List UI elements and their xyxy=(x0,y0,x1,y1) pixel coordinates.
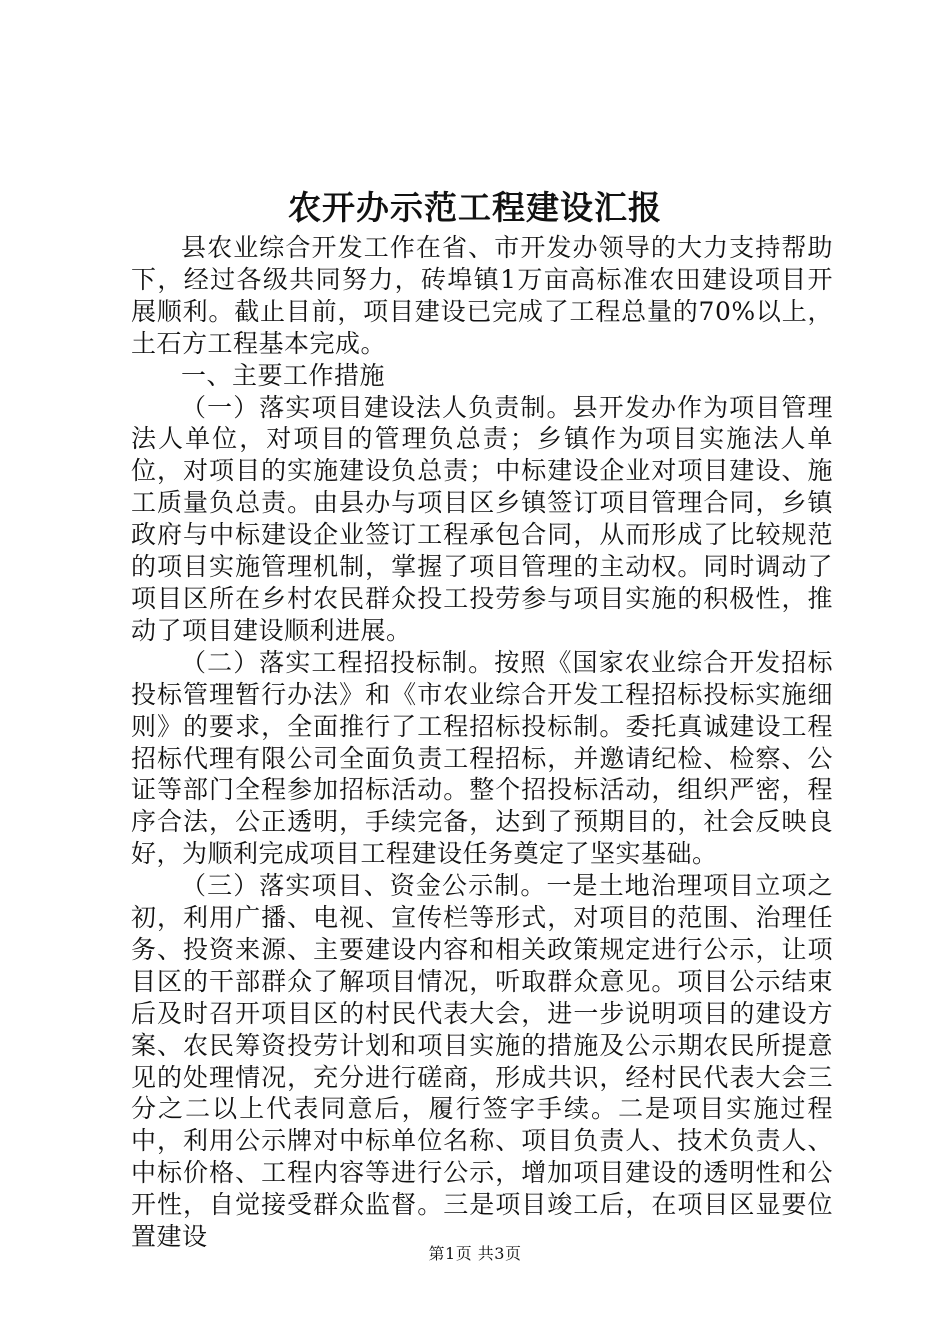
document-title: 农开办示范工程建设汇报 xyxy=(288,188,662,227)
paragraph-measure-2: （二）落实工程招投标制。按照《国家农业综合开发招标投标管理暂行办法》和《市农业综合开发工程招标投标实施细则》的要求，全面推行了工程招标投标制。委托真诚建设工程招标代理有限公司全面负责工程招标，并邀请纪检、检察、公证等部门全程参加招标活动。整个招投标活动，组织严密，程序合法，公正透明，手续完备，达到了预期目的，社会反映良好，为顺利完成项目工程建设任务奠定了坚实基础。 xyxy=(131,647,833,869)
paragraph-measure-3: （三）落实项目、资金公示制。一是土地治理项目立项之初，利用广播、电视、宣传栏等形式，对项目的范围、治理任务、投资来源、主要建设内容和相关政策规定进行公示，让项目区的干部群众了解项目情况，听取群众意见。项目公示结束后及时召开项目区的村民代表大会，进一步说明项目的建设方案、农民筹资投劳计划和项目实施的措施及公示期农民所提意见的处理情况，充分进行磋商，形成共识，经村民代表大会三分之二以上代表同意后，履行签字手续。二是项目实施过程中，利用公示牌对中标单位名称、项目负责人、技术负责人、中标价格、工程内容等进行公示，增加项目建设的透明性和公开性，自觉接受群众监督。三是项目竣工后，在项目区显要位置建设 xyxy=(131,871,833,1252)
document-body xyxy=(131,232,833,1253)
page-footer: 第1页 共3页 xyxy=(428,1244,522,1263)
paragraph-measure-1: （一）落实项目建设法人负责制。县开发办作为项目管理法人单位，对项目的管理负总责；乡镇作为项目实施法人单位，对项目的实施建设负总责；中标建设企业对项目建设、施工质量负总责。由县办与项目区乡镇签订项目管理合同，乡镇政府与中标建设企业签订工程承包合同，从而形成了比较规范的项目实施管理机制，掌握了项目管理的主动权。同时调动了项目区所在乡村农民群众投工投劳参与项目实施的积极性，推动了项目建设顺利进展。 xyxy=(131,392,833,645)
section-heading-main-measures: 一、主要工作措施 xyxy=(181,360,386,390)
paragraph-intro: 县农业综合开发工作在省、市开发办领导的大力支持帮助下，经过各级共同努力，砖埠镇1万亩高标准农田建设项目开展顺利。截止目前，项目建设已完成了工程总量的70%以上，土石方工程基本完成。 xyxy=(131,233,833,358)
